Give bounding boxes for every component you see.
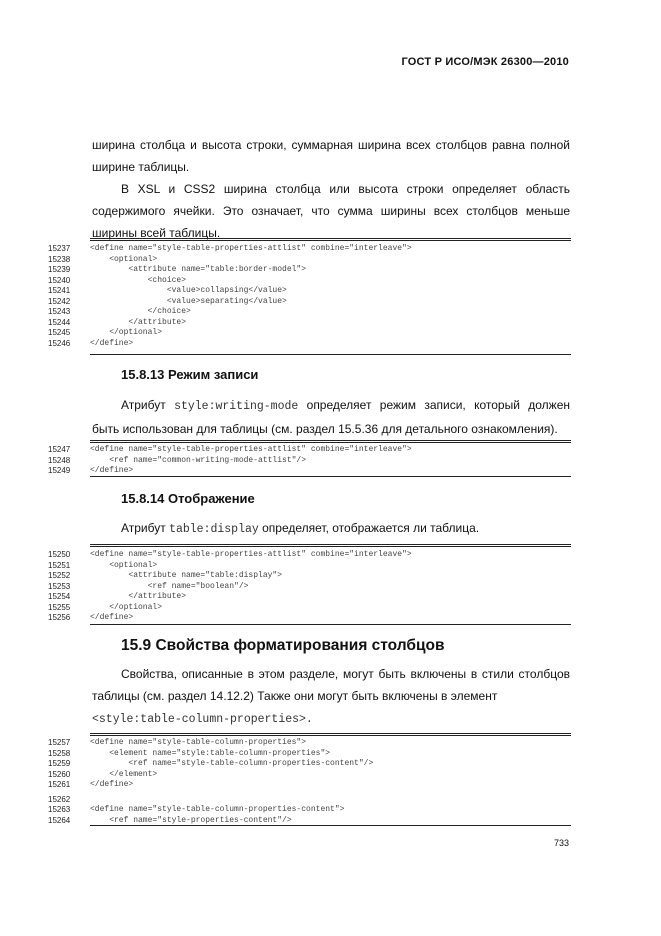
code-text: </define> bbox=[90, 466, 134, 475]
code-text: <attribute name="table:display"> bbox=[90, 571, 283, 580]
line-number: 15256 bbox=[48, 613, 71, 622]
code-text: </attribute> bbox=[90, 317, 187, 327]
page-number: 733 bbox=[553, 838, 569, 848]
document-header: ГОСТ Р ИСО/МЭК 26300—2010 bbox=[401, 56, 569, 68]
line-number: 15248 bbox=[48, 455, 71, 465]
code-text: <optional> bbox=[90, 254, 158, 264]
line-number: 15249 bbox=[48, 466, 71, 475]
line-number: 15262 bbox=[48, 794, 71, 804]
code-text: <element name="style:table-column-properties"> bbox=[90, 748, 331, 758]
text: Свойства, описанные в этом разделе, могут быть включены в стили столбцов таблицы (см. раздел 14.12.2) Также они могут быть включены в элемент bbox=[92, 667, 570, 703]
line-number: 15241 bbox=[48, 286, 71, 295]
paragraph-display bbox=[92, 517, 570, 541]
line-number: 15243 bbox=[48, 307, 71, 316]
line-number: 15263 bbox=[48, 805, 71, 814]
line-number: 15252 bbox=[48, 571, 71, 580]
line-number: 15261 bbox=[48, 780, 71, 789]
line-number: 15245 bbox=[48, 328, 71, 337]
code-rule-bottom bbox=[90, 354, 571, 355]
text-before: Атрибут bbox=[121, 398, 175, 412]
text-after: определяет, отображается ли таблица. bbox=[258, 521, 480, 535]
line-number: 15258 bbox=[48, 748, 71, 758]
line-number: 15239 bbox=[48, 265, 71, 274]
code-text: </optional> bbox=[90, 602, 163, 612]
paragraph-column-properties bbox=[92, 663, 570, 707]
text-after: определяет режим записи, который должен быть использован для таблицы (см. раздел 15.5.36 для детального ознакомления). bbox=[92, 398, 570, 436]
code-rule-bottom bbox=[90, 624, 571, 625]
line-number: 15237 bbox=[48, 244, 71, 253]
inline-code: <style:table-column-properties>. bbox=[92, 713, 313, 726]
code-text: <define name="style-table-properties-attlist" combine="interleave"> bbox=[90, 244, 412, 253]
line-number: 15250 bbox=[48, 550, 71, 559]
code-text: <ref name="style-properties-content"/> bbox=[90, 815, 292, 825]
line-number: 15254 bbox=[48, 592, 71, 601]
code-text: </define> bbox=[90, 780, 134, 789]
code-text: </choice> bbox=[90, 307, 191, 316]
code-text: <attribute name="table:border-model"> bbox=[90, 265, 307, 274]
code-text: </define> bbox=[90, 613, 134, 622]
code-rule-bottom bbox=[90, 476, 571, 477]
code-text: <define name="style-table-column-properties-content"> bbox=[90, 805, 345, 814]
line-number: 15244 bbox=[48, 317, 71, 327]
line-number: 15242 bbox=[48, 296, 71, 306]
line-number: 15246 bbox=[48, 338, 71, 348]
code-text: <define name="style-table-properties-attlist" combine="interleave"> bbox=[90, 445, 412, 454]
inline-code: table:display bbox=[169, 523, 259, 536]
line-number: 15255 bbox=[48, 602, 71, 612]
paragraph-1: ширина столбца и высота строки, суммарная ширина всех столбцов равна полной ширине таблицы. bbox=[92, 138, 570, 174]
code-rule-top bbox=[90, 733, 571, 736]
section-heading-15-9: 15.9 Свойства форматирования столбцов bbox=[121, 637, 445, 654]
line-number: 15260 bbox=[48, 769, 71, 779]
paragraph-writing-mode bbox=[92, 394, 570, 440]
line-number: 15257 bbox=[48, 738, 71, 747]
section-heading-15-8-13: 15.8.13 Режим записи bbox=[121, 367, 259, 382]
code-text: <value>collapsing</value> bbox=[90, 286, 287, 295]
code-rule-top bbox=[90, 238, 571, 241]
code-text: <value>separating</value> bbox=[90, 296, 287, 306]
line-number: 15259 bbox=[48, 759, 71, 768]
line-number: 15247 bbox=[48, 445, 71, 454]
code-text: <choice> bbox=[90, 275, 187, 285]
code-text: <optional> bbox=[90, 560, 158, 570]
code-rule-top bbox=[90, 544, 571, 547]
code-text: <ref name="common-writing-mode-attlist"/> bbox=[90, 455, 307, 465]
code-text: <define name="style-table-column-properties"> bbox=[90, 738, 307, 747]
text-before: Атрибут bbox=[121, 521, 170, 535]
code-text: </define> bbox=[90, 338, 134, 348]
line-number: 15238 bbox=[48, 254, 71, 264]
paragraph-column-properties-element bbox=[92, 707, 570, 731]
line-number: 15251 bbox=[48, 560, 71, 570]
code-text: <ref name="style-table-column-properties-content"/> bbox=[90, 759, 374, 768]
line-number: 15253 bbox=[48, 581, 71, 591]
code-text: <define name="style-table-properties-attlist" combine="interleave"> bbox=[90, 550, 412, 559]
line-number: 15240 bbox=[48, 275, 71, 285]
line-number: 15264 bbox=[48, 815, 71, 825]
section-heading-15-8-14: 15.8.14 Отображение bbox=[121, 491, 255, 506]
code-text: </optional> bbox=[90, 328, 163, 337]
paragraph-2: В XSL и CSS2 ширина столбца или высота строки определяет область содержимого ячейки. Это означает, что сумма ширины всех столбцов меньше ширины всей таблицы. bbox=[92, 182, 570, 240]
inline-code: style:writing-mode bbox=[174, 400, 299, 413]
code-text: <ref name="boolean"/> bbox=[90, 581, 249, 591]
code-rule-top bbox=[90, 440, 571, 443]
code-text: </attribute> bbox=[90, 592, 187, 601]
code-text: </element> bbox=[90, 769, 158, 779]
